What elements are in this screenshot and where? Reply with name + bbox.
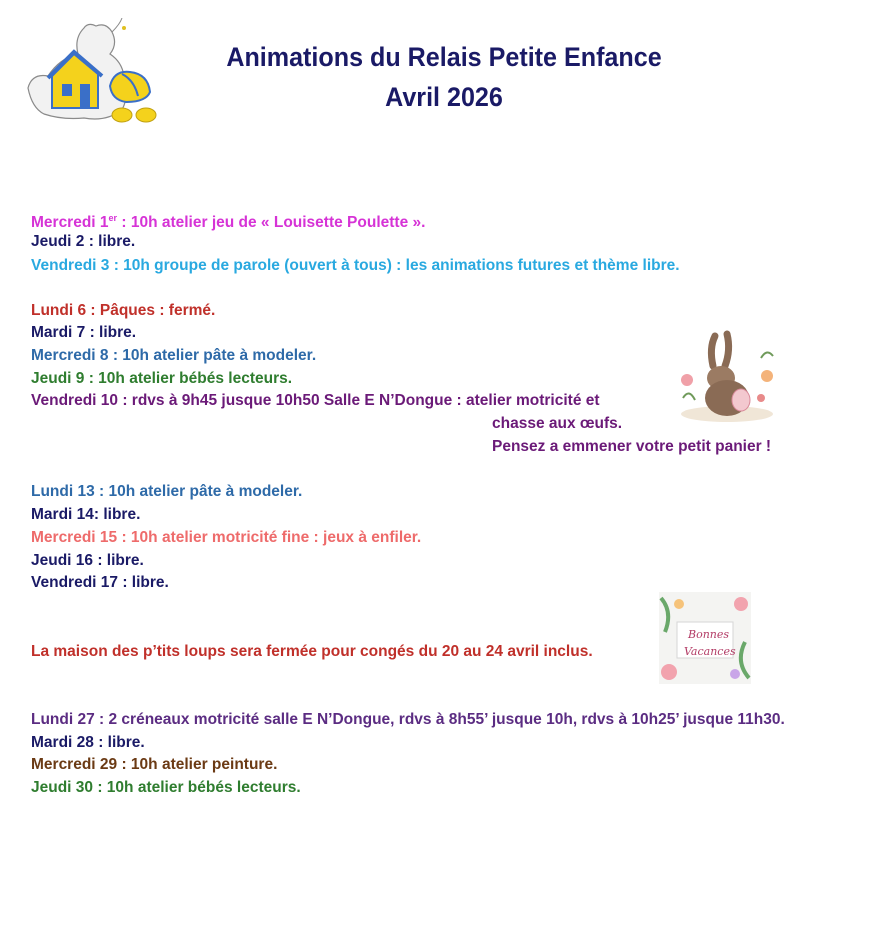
schedule-line-mercredi-15: Mercredi 15 : 10h atelier motricité fine : jeux à enfiler.	[31, 529, 422, 546]
schedule-line-lundi-27: Lundi 27 : 2 créneaux motricité salle E N’Dongue, rdvs à 8h55’ jusque 10h, rdvs à 10h25’ jusque 11h30.	[31, 711, 785, 728]
vacation-card-text-1: Bonnes	[688, 628, 730, 641]
schedule-line-jeudi-2: Jeudi 2 : libre.	[31, 233, 136, 250]
schedule-line-jeudi-30: Jeudi 30 : 10h atelier bébés lecteurs.	[31, 779, 301, 796]
closure-notice: La maison des p’tits loups sera fermée pour congés du 20 au 24 avril inclus.	[31, 643, 593, 660]
schedule-line-jeudi-9: Jeudi 9 : 10h atelier bébés lecteurs.	[31, 370, 293, 387]
schedule-line-mardi-14: Mardi 14: libre.	[31, 506, 141, 523]
schedule-line-vendredi-10: Vendredi 10 : rdvs à 9h45 jusque 10h50 Salle E N’Dongue : atelier motricité et	[31, 392, 600, 409]
schedule-line-vendredi-3: Vendredi 3 : 10h groupe de parole (ouvert à tous) : les animations futures et thème libre.	[31, 257, 680, 274]
schedule-line-vendredi-17: Vendredi 17 : libre.	[31, 574, 169, 591]
schedule-line-jeudi-16: Jeudi 16 : libre.	[31, 552, 144, 569]
schedule-line-lundi-6: Lundi 6 : Pâques : fermé.	[31, 302, 216, 319]
easter-bunny-illustration	[675, 328, 779, 424]
schedule-line-lundi-13: Lundi 13 : 10h atelier pâte à modeler.	[31, 483, 303, 500]
schedule-line-mercredi-1: Mercredi 1er : 10h atelier jeu de « Louisette Poulette ».	[31, 213, 426, 232]
vacation-card-text-2: Vacances	[684, 645, 736, 658]
schedule-line-mercredi-8: Mercredi 8 : 10h atelier pâte à modeler.	[31, 347, 317, 364]
schedule-line-vendredi-10-note: Pensez a emmener votre petit panier !	[492, 438, 772, 455]
schedule-line-mardi-28: Mardi 28 : libre.	[31, 734, 145, 751]
schedule-line-vendredi-10-cont: chasse aux œufs.	[492, 415, 623, 432]
schedule-line-mercredi-29: Mercredi 29 : 10h atelier peinture.	[31, 756, 278, 773]
schedule-line-mardi-7: Mardi 7 : libre.	[31, 324, 137, 341]
page-subtitle: Avril 2026	[385, 82, 503, 112]
page-title: Animations du Relais Petite Enfance	[226, 42, 662, 72]
